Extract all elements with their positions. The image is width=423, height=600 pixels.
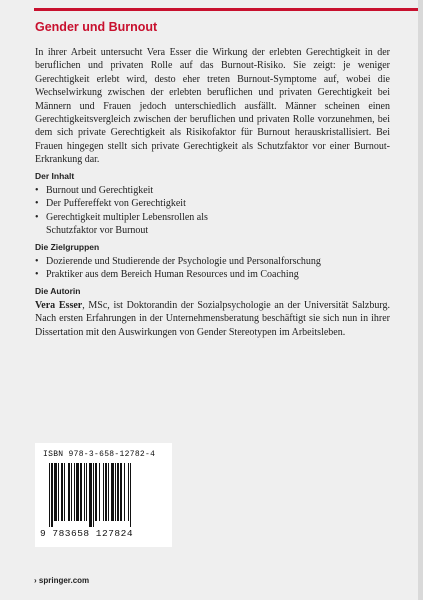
barcode-bar (99, 463, 100, 521)
barcode-area (35, 443, 172, 547)
barcode-bar (61, 463, 63, 521)
section-heading-zielgruppen: Die Zielgruppen (35, 242, 100, 252)
barcode-bar (76, 463, 79, 521)
barcode-bar (93, 463, 94, 527)
author-bio: Vera Esser, MSc, ist Doktorandin der Sozialpsychologie an der Universität Salzburg. Nach ersten Erfahrungen in der Unternehmensberatung beschäftigt sie sich nun in ihrer Dissertation mit den Auswirkungen von Gender Stereotypen im Arbeitsleben. (35, 300, 391, 338)
barcode-bar (58, 463, 59, 521)
barcode-bar (86, 463, 87, 521)
section-inhalt (35, 171, 390, 238)
author-name: Vera Esser (35, 300, 83, 311)
list-item: • Gerechtigkeit multipler Lebensrollen als Schutzfaktor vor Burnout (35, 211, 208, 237)
website-link[interactable] (34, 576, 89, 585)
barcode-bar (84, 463, 85, 521)
barcode-bar (49, 463, 50, 527)
barcode-bar (68, 463, 70, 521)
barcode-bar (117, 463, 119, 521)
barcode-bar (54, 463, 57, 521)
spine-edge (418, 0, 423, 600)
barcode-bar (64, 463, 65, 521)
bullet-icon: • (35, 211, 39, 223)
section-zielgruppen (35, 242, 390, 282)
barcode-bar (124, 463, 125, 521)
website-text: springer.com (38, 576, 90, 585)
bullet-icon: • (35, 269, 39, 281)
bullet-icon: • (35, 198, 39, 210)
barcode-bar (120, 463, 122, 521)
list-item: • Der Puffereffekt von Gerechtigkeit (35, 198, 186, 210)
list-item: • Dozierende und Studierende der Psychologie und Personalforschung (35, 256, 321, 267)
arrow-icon: › (34, 576, 37, 585)
section-heading-inhalt: Der Inhalt (35, 171, 75, 181)
list-item: • Praktiker aus dem Bereich Human Resources und im Coaching (35, 269, 299, 281)
section-autorin (35, 286, 390, 339)
barcode-bar (115, 463, 116, 521)
barcode-bar (130, 463, 131, 527)
section-heading-autorin: Die Autorin (35, 286, 81, 296)
barcode-icon (49, 463, 159, 527)
barcode-bar (51, 463, 53, 527)
barcode-bar (89, 463, 92, 527)
barcode-bar (103, 463, 104, 521)
ean-number: 9 783658 127824 (40, 528, 134, 539)
bullet-icon: • (35, 256, 39, 267)
barcode-bar (95, 463, 97, 521)
barcode-bar (105, 463, 107, 521)
barcode-bar (128, 463, 129, 521)
list-item: • Burnout und Gerechtigkeit (35, 185, 154, 196)
isbn-label: ISBN 978-3-658-12782-4 (43, 450, 156, 459)
barcode-bar (74, 463, 75, 521)
blurb-text: In ihrer Arbeit untersucht Vera Esser die Wirkung der erlebten Gerechtigkeit in der beruflichen und privaten Rolle auf das Burnout-Risiko. Sie zeigt: je weniger Gerechtigkeit erlebt wird, desto eher treten Burnout-Symptome auf, wobei die Wechselwirkung zwischen der erlebten beruflichen und privaten Gerechtigkeit bei Männern und Frauen jedoch unterschiedlich ausfällt. Männer scheinen einen Gerechtigkeitsvergleich zwischen der beruflichen und privaten Rolle vorzunehmen, bei dem sich private Gerechtigkeit als Risikofaktor für Burnout herauskristallisiert. Bei Frauen hingegen stellt sich private Gerechtigkeit als Schutzfaktor vor einer Burnout-Erkrankung dar. (35, 47, 390, 166)
book-title: Gender und Burnout (35, 20, 158, 34)
barcode-bar (111, 463, 114, 521)
barcode-bar (80, 463, 82, 521)
accent-rule (34, 8, 418, 11)
barcode-bar (108, 463, 109, 521)
barcode-bar (71, 463, 72, 521)
bullet-icon: • (35, 185, 39, 196)
